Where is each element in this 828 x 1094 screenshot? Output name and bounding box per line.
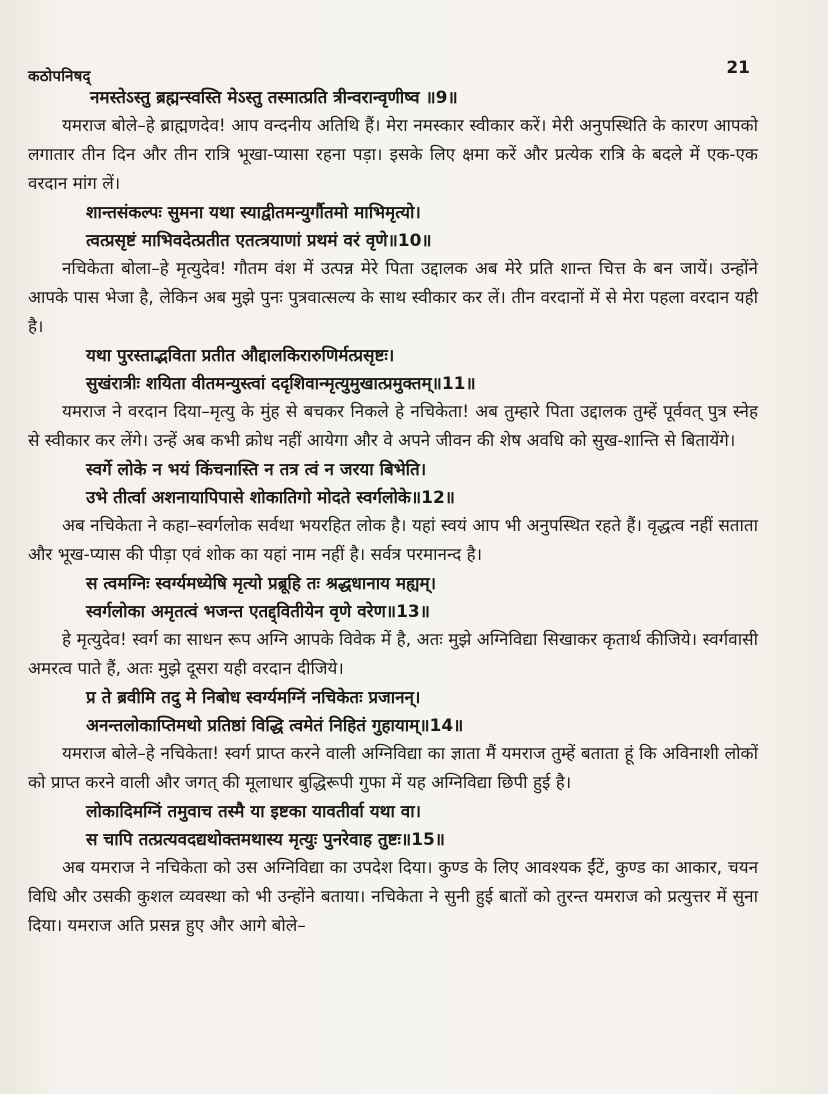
paragraph-text: नचिकेता बोला–हे मृत्युदेव! गौतम वंश में उत्पन्न मेरे पिता उद्दालक अब मेरे प्रति शान्त चित्त के बन जायें। उन्होंने आपके पास भेजा है, लेकिन अब मुझे पुनः पुत्रवात्सल्य के साथ स्वीकार कर लें। तीन वरदानों में से मेरा पहला वरदान यही है। <box>28 259 758 337</box>
prose-paragraph <box>28 512 758 570</box>
verse-line: स्वर्गलोका अमृतत्वं भजन्त एतद्द्वितीयेन वृणे वरेण॥13॥ <box>86 602 430 622</box>
running-header-title: कठोपनिषद् <box>28 67 91 85</box>
verse-line: लोकादिमग्निं तमुवाच तस्मै या इष्टका यावतीर्वा यथा वा। <box>86 802 422 822</box>
page-number: 21 <box>726 58 750 78</box>
verse-line: त्वत्प्रसृष्टं माभिवदेत्प्रतीत एतत्त्रयाणां प्रथमं वरं वृणे॥10॥ <box>86 231 432 251</box>
page-body <box>28 84 758 941</box>
paragraph-text: अब यमराज ने नचिकेता को उस अग्निविद्या का उपदेश दिया। कुण्ड के लिए आवश्यक ईंटें, कुण्ड का आकार, चयन विधि और उसकी कुशल व्यवस्था को भी उन्होंने बताया। नचिकेता ने सुनी हुई बातों को तुरन्त यमराज को प्रत्युत्तर में सुना दिया। यमराज अति प्रसन्न हुए और आगे बोले– <box>28 858 758 936</box>
verse-line: स त्वमग्निः स्वर्ग्यमध्येषि मृत्यो प्रब्रूहि तः श्रद्धधानाय मह्यम्। <box>86 574 437 594</box>
verse-line: उभे तीर्त्वा अशनायापिपासे शोकातिगो मोदते स्वर्गलोके॥12॥ <box>86 488 455 508</box>
prose-paragraph <box>28 740 758 798</box>
paragraph-text: यमराज बोले–हे ब्राह्मणदेव! आप वन्दनीय अतिथि हैं। मेरा नमस्कार स्वीकार करें। मेरी अनुपस्थिति के कारण आपको लगातार तीन दिन और तीन रात्रि भूखा-प्यासा रहना पड़ा। इसके लिए क्षमा करें और प्रत्येक रात्रि के बदले में एक-एक वरदान मांग लें। <box>28 116 758 194</box>
prose-paragraph <box>28 854 758 941</box>
prose-paragraph <box>28 398 758 456</box>
verse-line: शान्तसंकल्पः सुमना यथा स्याद्वीतमन्युर्गौतमो माभिमृत्यो। <box>86 203 421 223</box>
verse-line: स्वर्गे लोके न भयं किंचनास्ति न तत्र त्वं न जरया बिभेति। <box>86 460 427 480</box>
prose-paragraph <box>28 112 758 199</box>
verse-line: प्र ते ब्रवीमि तदु मे निबोध स्वर्ग्यमग्निं नचिकेतः प्रजानन्। <box>86 688 421 708</box>
paragraph-text: यमराज बोले–हे नचिकेता! स्वर्ग प्राप्त करने वाली अग्निविद्या का ज्ञाता मैं यमराज तुम्हें बताता हूं कि अविनाशी लोकों को प्राप्त करने वाली और जगत् की मूलाधार बुद्धिरूपी गुफा में यह अग्निविद्या छिपी हुई है। <box>28 744 758 793</box>
verse-line: स चापि तत्प्रत्यवदद्यथोक्तमथास्य मृत्युः पुनरेवाह तुष्टः॥15॥ <box>86 830 445 850</box>
verse-line: यथा पुरस्ताद्भविता प्रतीत औद्दालकिरारुणिर्मत्प्रसृष्टः। <box>86 346 395 366</box>
prose-paragraph <box>28 255 758 342</box>
paragraph-text: अब नचिकेता ने कहा–स्वर्गलोक सर्वथा भयरहित लोक है। यहां स्वयं आप भी अनुपस्थित रहते हैं। वृद्धत्व नहीं सताता और भूख-प्यास की पीड़ा एवं शोक का यहां नाम नहीं है। सर्वत्र परमानन्द है। <box>28 516 758 565</box>
verse-line: सुखंरात्रीः शयिता वीतमन्युस्त्वां ददृशिवान्मृत्युमुखात्प्रमुक्तम्॥11॥ <box>86 374 476 394</box>
verse-line: नमस्तेऽस्तु ब्रह्मन्स्वस्ति मेऽस्तु तस्मात्प्रति त्रीन्वरान्वृणीष्व ॥9॥ <box>90 88 458 108</box>
paragraph-text: हे मृत्युदेव! स्वर्ग का साधन रूप अग्नि आपके विवेक में है, अतः मुझे अग्निविद्या सिखाकर कृतार्थ कीजिये। स्वर्गवासी अमरत्व पाते हैं, अतः मुझे दूसरा यही वरदान दीजिये। <box>28 630 759 679</box>
paragraph-text: यमराज ने वरदान दिया–मृत्यु के मुंह से बचकर निकले हे नचिकेता! अब तुम्हारे पिता उद्दालक तुम्हें पूर्ववत् पुत्र स्नेह से स्वीकार कर लेंगे। उन्हें अब कभी क्रोध नहीं आयेगा और वे अपने जीवन की शेष अवधि को सुख-शान्ति से बितायेंगे। <box>28 402 758 451</box>
verse-line: अनन्तलोकाप्तिमथो प्रतिष्ठां विद्धि त्वमेतं निहितं गुहायाम्॥14॥ <box>86 716 464 736</box>
prose-paragraph <box>28 626 758 684</box>
